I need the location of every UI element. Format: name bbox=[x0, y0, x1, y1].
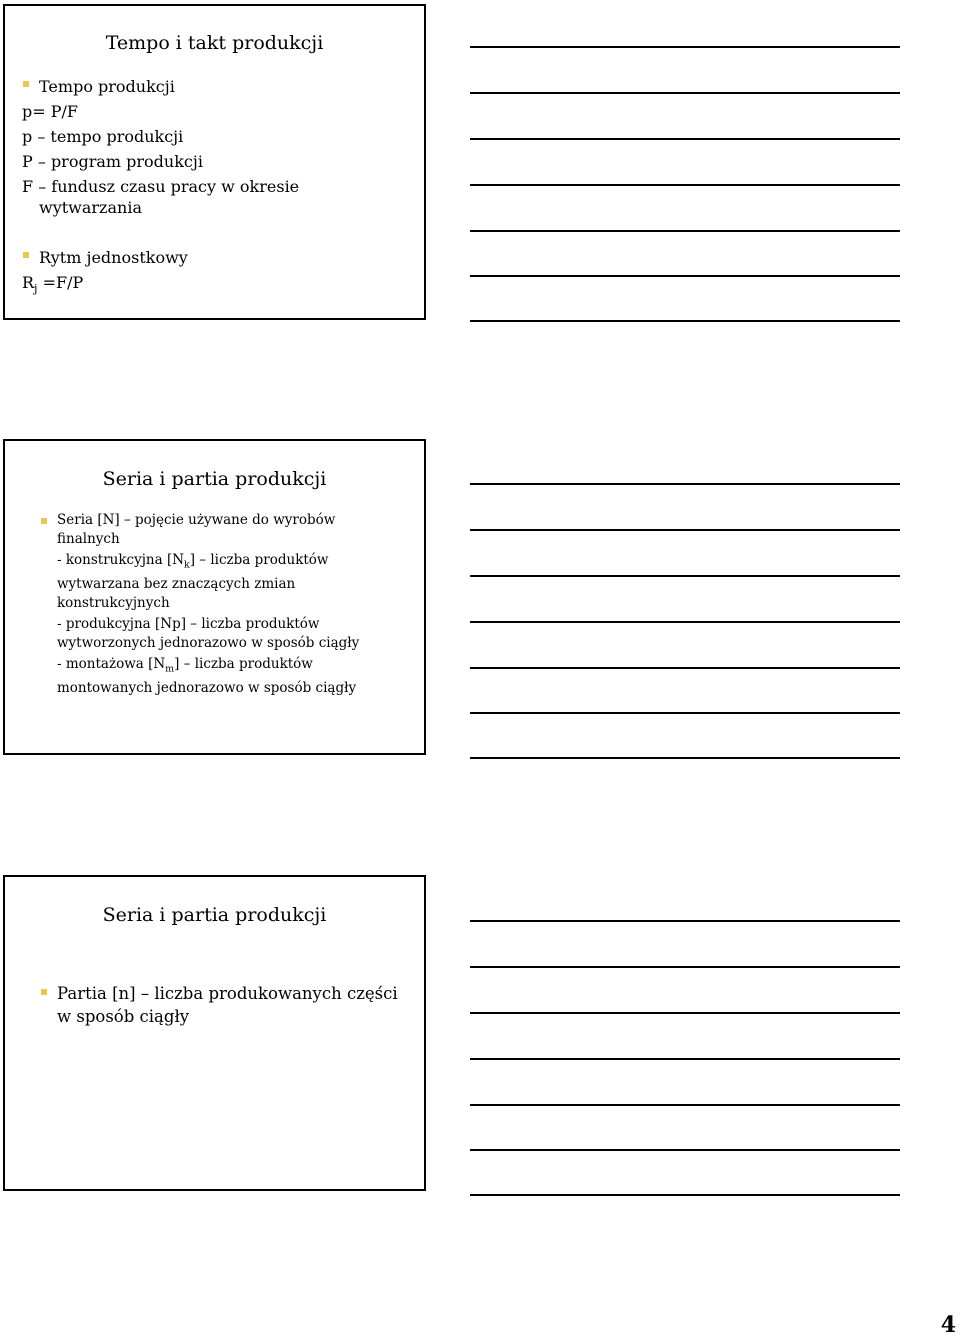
slide-1-title: Tempo i takt produkcji bbox=[105, 32, 324, 54]
text-line: - montażowa $[N_m]$ – liczba produktów bbox=[57, 656, 313, 675]
text-line: wytwarzana bez znaczących zmian bbox=[57, 576, 296, 593]
slide-2 bbox=[3, 439, 426, 755]
text-line: wytworzonych jednorazowo w sposób ciągły bbox=[57, 634, 360, 651]
slide-3 bbox=[3, 875, 426, 1191]
text-line: - konstrukcyjna $[N_k]$ – liczba produktów bbox=[57, 552, 329, 571]
slide-3-content bbox=[57, 982, 414, 1028]
slide-1-content bbox=[22, 74, 414, 301]
slide-3-title: Seria i partia produkcji bbox=[102, 904, 327, 926]
text-line: montowanych jednorazowo w sposób ciągły bbox=[57, 680, 357, 697]
text-line: w sposób ciągły bbox=[57, 1007, 190, 1026]
formula-line: $R_j =F/P$ bbox=[22, 273, 84, 296]
text-line: - produkcyjna [Np] – liczba produktów bbox=[57, 616, 320, 633]
page-number: 4 bbox=[940, 1312, 956, 1338]
bullet-item: Rytm jednostkowy bbox=[39, 245, 414, 270]
text-line: finalnych bbox=[57, 530, 120, 547]
slide-1 bbox=[3, 4, 426, 320]
text-line: wytwarzania bbox=[39, 198, 142, 217]
text-line: p= P/F bbox=[22, 102, 78, 121]
slide-2-content bbox=[57, 511, 414, 698]
slide-2-title: Seria i partia produkcji bbox=[102, 468, 327, 490]
text-line: P – program produkcji bbox=[22, 152, 203, 171]
text-line: F – fundusz czasu pracy w okresie bbox=[22, 177, 300, 196]
text-line: konstrukcyjnych bbox=[57, 594, 170, 611]
bullet-item: Partia [n] – liczba produkowanych części bbox=[57, 982, 414, 1005]
text-line: p – tempo produkcji bbox=[22, 127, 184, 146]
bullet-item: Seria [N] – pojęcie używane do wyrobów bbox=[57, 511, 414, 530]
bullet-item: Tempo produkcji bbox=[39, 74, 414, 99]
